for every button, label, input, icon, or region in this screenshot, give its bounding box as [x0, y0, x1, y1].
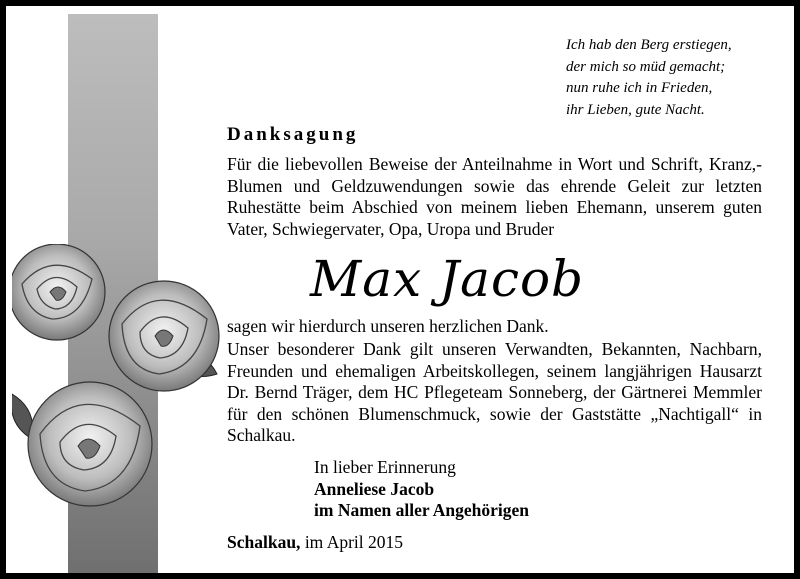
- place-town: Schalkau,: [227, 532, 301, 552]
- poem-line: Ich hab den Berg erstiegen,: [566, 37, 732, 53]
- roses-illustration: [12, 244, 227, 534]
- signature-name: Anneliese Jacob: [314, 478, 435, 499]
- poem: [566, 35, 732, 121]
- intro-paragraph: Für die liebevollen Beweise der Anteilnahme in Wort und Schrift, Kranz,- Blumen und Geldzuwendungen sowie das ehrende Geleit zur letzten Ruhestätte beim Abschied von meinem lieben Ehemann, unserem guten Vater, Schwiegervater, Opa, Uropa und Bruder: [227, 154, 762, 239]
- poem-line: der mich so müd gemacht;: [566, 58, 726, 75]
- poem-line: ihr Lieben, gute Nacht.: [566, 101, 705, 118]
- place-date-text: im April 2015: [304, 532, 404, 552]
- signature-intro: In lieber Erinnerung: [314, 457, 456, 477]
- signature-block: [314, 457, 529, 522]
- deceased-name: Max Jacob: [310, 250, 585, 308]
- signature-family: im Namen aller Angehörigen: [314, 500, 530, 520]
- heading: Danksagung: [227, 124, 359, 145]
- special-thanks-paragraph: Unser besonderer Dank gilt unseren Verwandten, Bekannten, Nachbarn, Freunden und ehemaligen Arbeitskollegen, seinem langjährigen Hausarzt Dr. Bernd Träger, dem HC Pflegeteam Sonneberg, der Gärtnerei Memmler für den schönen Blumenschmuck, sowie der Gaststätte „Nachtigall“ in Schalkau.: [227, 339, 762, 445]
- poem-line: nun ruhe ich in Frieden,: [566, 80, 713, 96]
- thanks-line: sagen wir hierdurch unseren herzlichen Dank.: [227, 316, 549, 336]
- place-date: [227, 532, 403, 553]
